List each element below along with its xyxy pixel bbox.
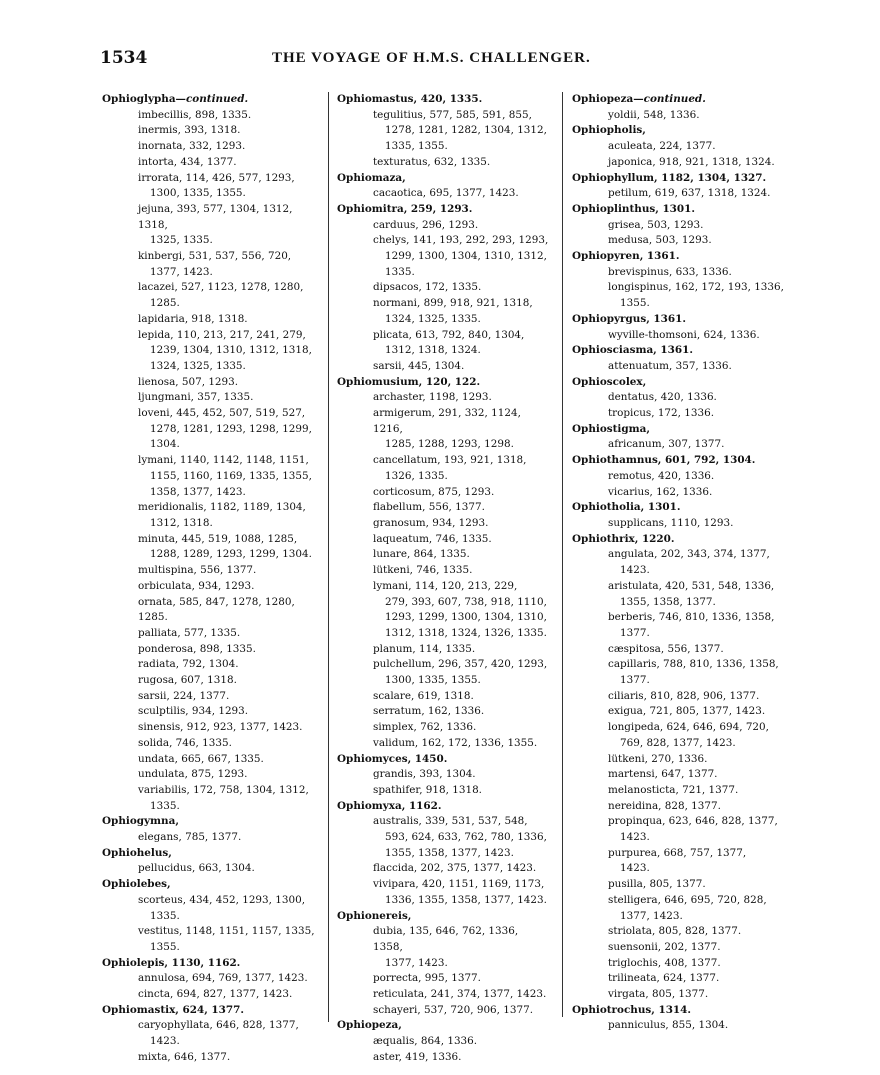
species-entry: multispina, 556, 1377.	[138, 564, 257, 577]
species-entry: martensi, 647, 1377.	[608, 768, 718, 781]
genus-heading: Ophioglypha—continued.	[102, 93, 249, 105]
entry-continuation: 1326, 1335.	[385, 469, 448, 482]
entry-continuation: 1335.	[385, 265, 415, 278]
species-entry: carduus, 296, 1293.	[373, 218, 479, 231]
species-entry: yoldii, 548, 1336.	[608, 108, 700, 121]
index-column-1	[102, 92, 316, 1066]
species-entry: trilineata, 624, 1377.	[608, 972, 720, 985]
species-entry: minuta, 445, 519, 1088, 1285,	[138, 532, 298, 545]
entry-continuation: 1355, 1358, 1377, 1423.	[385, 846, 514, 859]
genus-heading: Ophiotrochus, 1314.	[572, 1003, 692, 1016]
entry-continuation: 1355, 1358, 1377.	[620, 595, 716, 608]
species-entry: reticulata, 241, 374, 1377, 1423.	[373, 988, 547, 1001]
entry-continuation: 1377, 1423.	[385, 956, 448, 969]
species-entry: africanum, 307, 1377.	[608, 438, 725, 451]
species-entry: aristulata, 420, 531, 548, 1336,	[608, 579, 775, 592]
species-entry: supplicans, 1110, 1293.	[608, 516, 734, 529]
entry-continuation: 769, 828, 1377, 1423.	[620, 736, 736, 749]
species-entry: cæspitosa, 556, 1377.	[608, 642, 724, 655]
genus-heading: Ophiosciasma, 1361.	[572, 344, 693, 357]
species-entry: intorta, 434, 1377.	[138, 155, 237, 168]
species-entry: remotus, 420, 1336.	[608, 469, 715, 482]
species-entry: caryophyllata, 646, 828, 1377,	[138, 1019, 299, 1032]
species-entry: æqualis, 864, 1336.	[373, 1035, 478, 1048]
species-entry: simplex, 762, 1336.	[373, 721, 477, 734]
species-entry: planum, 114, 1335.	[373, 642, 476, 655]
species-entry: vivipara, 420, 1151, 1169, 1173,	[373, 878, 545, 891]
species-entry: tropicus, 172, 1336.	[608, 407, 715, 420]
entry-continuation: 1423.	[620, 831, 650, 844]
species-entry: ljungmani, 357, 1335.	[138, 391, 254, 404]
species-entry: capillaris, 788, 810, 1336, 1358,	[608, 658, 779, 671]
species-entry: grandis, 393, 1304.	[373, 768, 476, 781]
species-entry: aster, 419, 1336.	[373, 1050, 462, 1063]
page-number: 1534	[100, 48, 148, 68]
species-entry: lymani, 1140, 1142, 1148, 1151,	[138, 454, 309, 467]
species-entry: pulchellum, 296, 357, 420, 1293,	[373, 658, 548, 671]
species-entry: sarsii, 445, 1304.	[373, 359, 465, 372]
species-entry: kinbergi, 531, 537, 556, 720,	[138, 250, 292, 263]
entry-continuation: 1155, 1160, 1169, 1335, 1355,	[150, 469, 312, 482]
genus-heading: Ophioplinthus, 1301.	[572, 202, 695, 215]
genus-heading: Ophiolepis, 1130, 1162.	[102, 956, 241, 969]
species-entry: dipsacos, 172, 1335.	[373, 281, 482, 294]
species-entry: lacazei, 527, 1123, 1278, 1280,	[138, 281, 304, 294]
species-entry: cancellatum, 193, 921, 1318,	[373, 454, 527, 467]
genus-heading: Ophiothrix, 1220.	[572, 532, 675, 545]
species-entry: annulosa, 694, 769, 1377, 1423.	[138, 972, 308, 985]
index-column-3	[572, 92, 794, 1034]
species-entry: lütkeni, 746, 1335.	[373, 564, 473, 577]
genus-heading: Ophiogymna,	[102, 815, 179, 828]
genus-heading: Ophiolebes,	[102, 878, 171, 891]
entry-continuation: 1299, 1300, 1304, 1310, 1312,	[385, 250, 547, 263]
species-entry: irrorata, 114, 426, 577, 1293,	[138, 171, 295, 184]
entry-continuation: 1312, 1318.	[150, 516, 213, 529]
species-entry: triglochis, 408, 1377.	[608, 956, 721, 969]
species-entry: grisea, 503, 1293.	[608, 218, 704, 231]
entry-continuation: 1335.	[150, 909, 180, 922]
species-entry: exigua, 721, 805, 1377, 1423.	[608, 705, 766, 718]
genus-heading: Ophiopyrgus, 1361.	[572, 312, 686, 325]
species-entry: scalare, 619, 1318.	[373, 689, 474, 702]
entry-continuation: 1355.	[620, 297, 650, 310]
species-entry: petilum, 619, 637, 1318, 1324.	[608, 187, 771, 200]
species-entry: normani, 899, 918, 921, 1318,	[373, 297, 533, 310]
running-head: THE VOYAGE OF H.M.S. CHALLENGER.	[272, 50, 591, 66]
species-entry: flaccida, 202, 375, 1377, 1423.	[373, 862, 537, 875]
species-entry: aculeata, 224, 1377.	[608, 140, 716, 153]
species-entry: orbiculata, 934, 1293.	[138, 579, 255, 592]
entry-continuation: 1377.	[620, 674, 650, 687]
entry-continuation: 1324, 1325, 1335.	[150, 359, 246, 372]
species-entry: spathifer, 918, 1318.	[373, 783, 482, 796]
genus-heading: Ophiopeza—continued.	[572, 93, 706, 105]
entry-continuation: 1358, 1377, 1423.	[150, 485, 246, 498]
species-entry: solida, 746, 1335.	[138, 736, 232, 749]
genus-heading: Ophiomyxa, 1162.	[337, 799, 442, 812]
entry-continuation: 1423.	[150, 1035, 180, 1048]
species-entry: undata, 665, 667, 1335.	[138, 752, 264, 765]
entry-continuation: 1300, 1335, 1355.	[150, 187, 246, 200]
species-entry: texturatus, 632, 1335.	[373, 155, 491, 168]
species-entry: plicata, 613, 792, 840, 1304,	[373, 328, 525, 341]
species-entry: radiata, 792, 1304.	[138, 658, 239, 671]
entry-continuation: 1377, 1423.	[620, 909, 683, 922]
species-entry: ciliaris, 810, 828, 906, 1377.	[608, 689, 760, 702]
species-entry: palliata, 577, 1335.	[138, 626, 241, 639]
species-entry: mixta, 646, 1377.	[138, 1050, 231, 1063]
entry-continuation: 1288, 1289, 1293, 1299, 1304.	[150, 548, 312, 561]
entry-continuation: 1278, 1281, 1282, 1304, 1312,	[385, 124, 547, 137]
species-entry: elegans, 785, 1377.	[138, 831, 242, 844]
species-entry: purpurea, 668, 757, 1377,	[608, 846, 747, 859]
species-entry: undulata, 875, 1293.	[138, 768, 248, 781]
species-entry: propinqua, 623, 646, 828, 1377,	[608, 815, 778, 828]
species-entry: sinensis, 912, 923, 1377, 1423.	[138, 721, 303, 734]
genus-heading: Ophiohelus,	[102, 846, 172, 859]
entry-continuation: 1278, 1281, 1293, 1298, 1299,	[150, 422, 312, 435]
entry-continuation: 1293, 1299, 1300, 1304, 1310,	[385, 611, 547, 624]
species-entry: variabilis, 172, 758, 1304, 1312,	[138, 783, 309, 796]
entry-continuation: 1304.	[150, 438, 180, 451]
species-entry: sculptilis, 934, 1293.	[138, 705, 249, 718]
species-entry: serratum, 162, 1336.	[373, 705, 485, 718]
species-entry: suensonii, 202, 1377.	[608, 940, 721, 953]
species-entry: meridionalis, 1182, 1189, 1304,	[138, 501, 306, 514]
entry-continuation: 1377, 1423.	[150, 265, 213, 278]
species-entry: dubia, 135, 646, 762, 1336, 1358,	[373, 925, 519, 953]
genus-heading: Ophiostigma,	[572, 422, 650, 435]
species-entry: ornata, 585, 847, 1278, 1280, 1285.	[138, 595, 295, 624]
column-rule-1	[328, 92, 329, 1022]
species-entry: loveni, 445, 452, 507, 519, 527,	[138, 407, 306, 420]
species-entry: angulata, 202, 343, 374, 1377,	[608, 548, 770, 561]
species-entry: validum, 162, 172, 1336, 1355.	[373, 736, 538, 749]
genus-heading: Ophiotholia, 1301.	[572, 501, 681, 514]
genus-heading: Ophiopeza,	[337, 1019, 402, 1032]
species-entry: imbecillis, 898, 1335.	[138, 108, 252, 121]
species-entry: archaster, 1198, 1293.	[373, 391, 492, 404]
species-entry: lütkeni, 270, 1336.	[608, 752, 708, 765]
species-entry: sarsii, 224, 1377.	[138, 689, 230, 702]
species-entry: vestitus, 1148, 1151, 1157, 1335,	[138, 925, 315, 938]
species-entry: inornata, 332, 1293.	[138, 140, 246, 153]
genus-heading: Ophiomusium, 120, 122.	[337, 375, 481, 388]
species-entry: lunare, 864, 1335.	[373, 548, 470, 561]
entry-continuation: 1285, 1288, 1293, 1298.	[385, 438, 514, 451]
index-column-2	[337, 92, 551, 1066]
genus-heading: Ophiopyren, 1361.	[572, 250, 680, 263]
genus-heading: Ophionereis,	[337, 909, 412, 922]
entry-continuation: 1377.	[620, 626, 650, 639]
entry-continuation: 1335, 1355.	[385, 140, 448, 153]
entry-continuation: 1423.	[620, 862, 650, 875]
species-entry: dentatus, 420, 1336.	[608, 391, 717, 404]
entry-continuation: 1355.	[150, 940, 180, 953]
entry-continuation: 1312, 1318, 1324.	[385, 344, 481, 357]
species-entry: schayeri, 537, 720, 906, 1377.	[373, 1003, 534, 1016]
species-entry: wyville-thomsoni, 624, 1336.	[608, 328, 760, 341]
entry-continuation: 1336, 1355, 1358, 1377, 1423.	[385, 893, 547, 906]
entry-continuation: 1300, 1335, 1355.	[385, 674, 481, 687]
column-rule-2	[562, 92, 563, 1017]
species-entry: australis, 339, 531, 537, 548,	[373, 815, 528, 828]
species-entry: scorteus, 434, 452, 1293, 1300,	[138, 893, 306, 906]
species-entry: porrecta, 995, 1377.	[373, 972, 481, 985]
species-entry: flabellum, 556, 1377.	[373, 501, 485, 514]
species-entry: berberis, 746, 810, 1336, 1358,	[608, 611, 775, 624]
entry-continuation: 593, 624, 633, 762, 780, 1336,	[385, 831, 547, 844]
genus-heading: Ophiomyces, 1450.	[337, 752, 448, 765]
species-entry: armigerum, 291, 332, 1124, 1216,	[373, 407, 521, 435]
species-entry: stelligera, 646, 695, 720, 828,	[608, 893, 767, 906]
species-entry: pusilla, 805, 1377.	[608, 878, 706, 891]
entry-continuation: 1312, 1318, 1324, 1326, 1335.	[385, 626, 547, 639]
genus-heading: Ophiomitra, 259, 1293.	[337, 202, 473, 215]
species-entry: vicarius, 162, 1336.	[608, 485, 713, 498]
species-entry: longipeda, 624, 646, 694, 720,	[608, 721, 769, 734]
genus-heading: Ophiomastus, 420, 1335.	[337, 93, 483, 105]
species-entry: virgata, 805, 1377.	[608, 988, 709, 1001]
species-entry: jejuna, 393, 577, 1304, 1312, 1318,	[138, 202, 293, 231]
entry-continuation: 1239, 1304, 1310, 1312, 1318,	[150, 344, 312, 357]
species-entry: lymani, 114, 120, 213, 229,	[373, 579, 518, 592]
species-entry: attenuatum, 357, 1336.	[608, 359, 732, 372]
species-entry: laqueatum, 746, 1335.	[373, 532, 492, 545]
species-entry: medusa, 503, 1293.	[608, 234, 712, 247]
species-entry: granosum, 934, 1293.	[373, 516, 489, 529]
species-entry: japonica, 918, 921, 1318, 1324.	[608, 155, 775, 168]
entry-continuation: 1325, 1335.	[150, 234, 213, 247]
species-entry: cincta, 694, 827, 1377, 1423.	[138, 988, 293, 1001]
entry-continuation: 1324, 1325, 1335.	[385, 312, 481, 325]
genus-heading: Ophiomaza,	[337, 171, 406, 184]
species-entry: rugosa, 607, 1318.	[138, 674, 237, 687]
genus-heading: Ophiothamnus, 601, 792, 1304.	[572, 454, 756, 467]
species-entry: longispinus, 162, 172, 193, 1336,	[608, 281, 784, 294]
species-entry: lienosa, 507, 1293.	[138, 375, 239, 388]
species-entry: lepida, 110, 213, 217, 241, 279,	[138, 328, 306, 341]
genus-heading: Ophiomastix, 624, 1377.	[102, 1003, 244, 1016]
species-entry: melanosticta, 721, 1377.	[608, 783, 739, 796]
species-entry: inermis, 393, 1318.	[138, 124, 241, 137]
species-entry: chelys, 141, 193, 292, 293, 1293,	[373, 234, 549, 247]
genus-heading: Ophiophyllum, 1182, 1304, 1327.	[572, 171, 767, 184]
species-entry: brevispinus, 633, 1336.	[608, 265, 732, 278]
species-entry: corticosum, 875, 1293.	[373, 485, 495, 498]
species-entry: lapidaria, 918, 1318.	[138, 312, 248, 325]
entry-continuation: 1335.	[150, 799, 180, 812]
entry-continuation: 1285.	[150, 297, 180, 310]
species-entry: nereidina, 828, 1377.	[608, 799, 721, 812]
entry-continuation: 279, 393, 607, 738, 918, 1110,	[385, 595, 547, 608]
species-entry: striolata, 805, 828, 1377.	[608, 925, 742, 938]
species-entry: pellucidus, 663, 1304.	[138, 862, 255, 875]
genus-heading: Ophioscolex,	[572, 375, 647, 388]
entry-continuation: 1423.	[620, 564, 650, 577]
species-entry: tegulitius, 577, 585, 591, 855,	[373, 108, 532, 121]
species-entry: ponderosa, 898, 1335.	[138, 642, 256, 655]
species-entry: panniculus, 855, 1304.	[608, 1019, 729, 1032]
genus-heading: Ophiopholis,	[572, 124, 646, 137]
species-entry: cacaotica, 695, 1377, 1423.	[373, 187, 519, 200]
